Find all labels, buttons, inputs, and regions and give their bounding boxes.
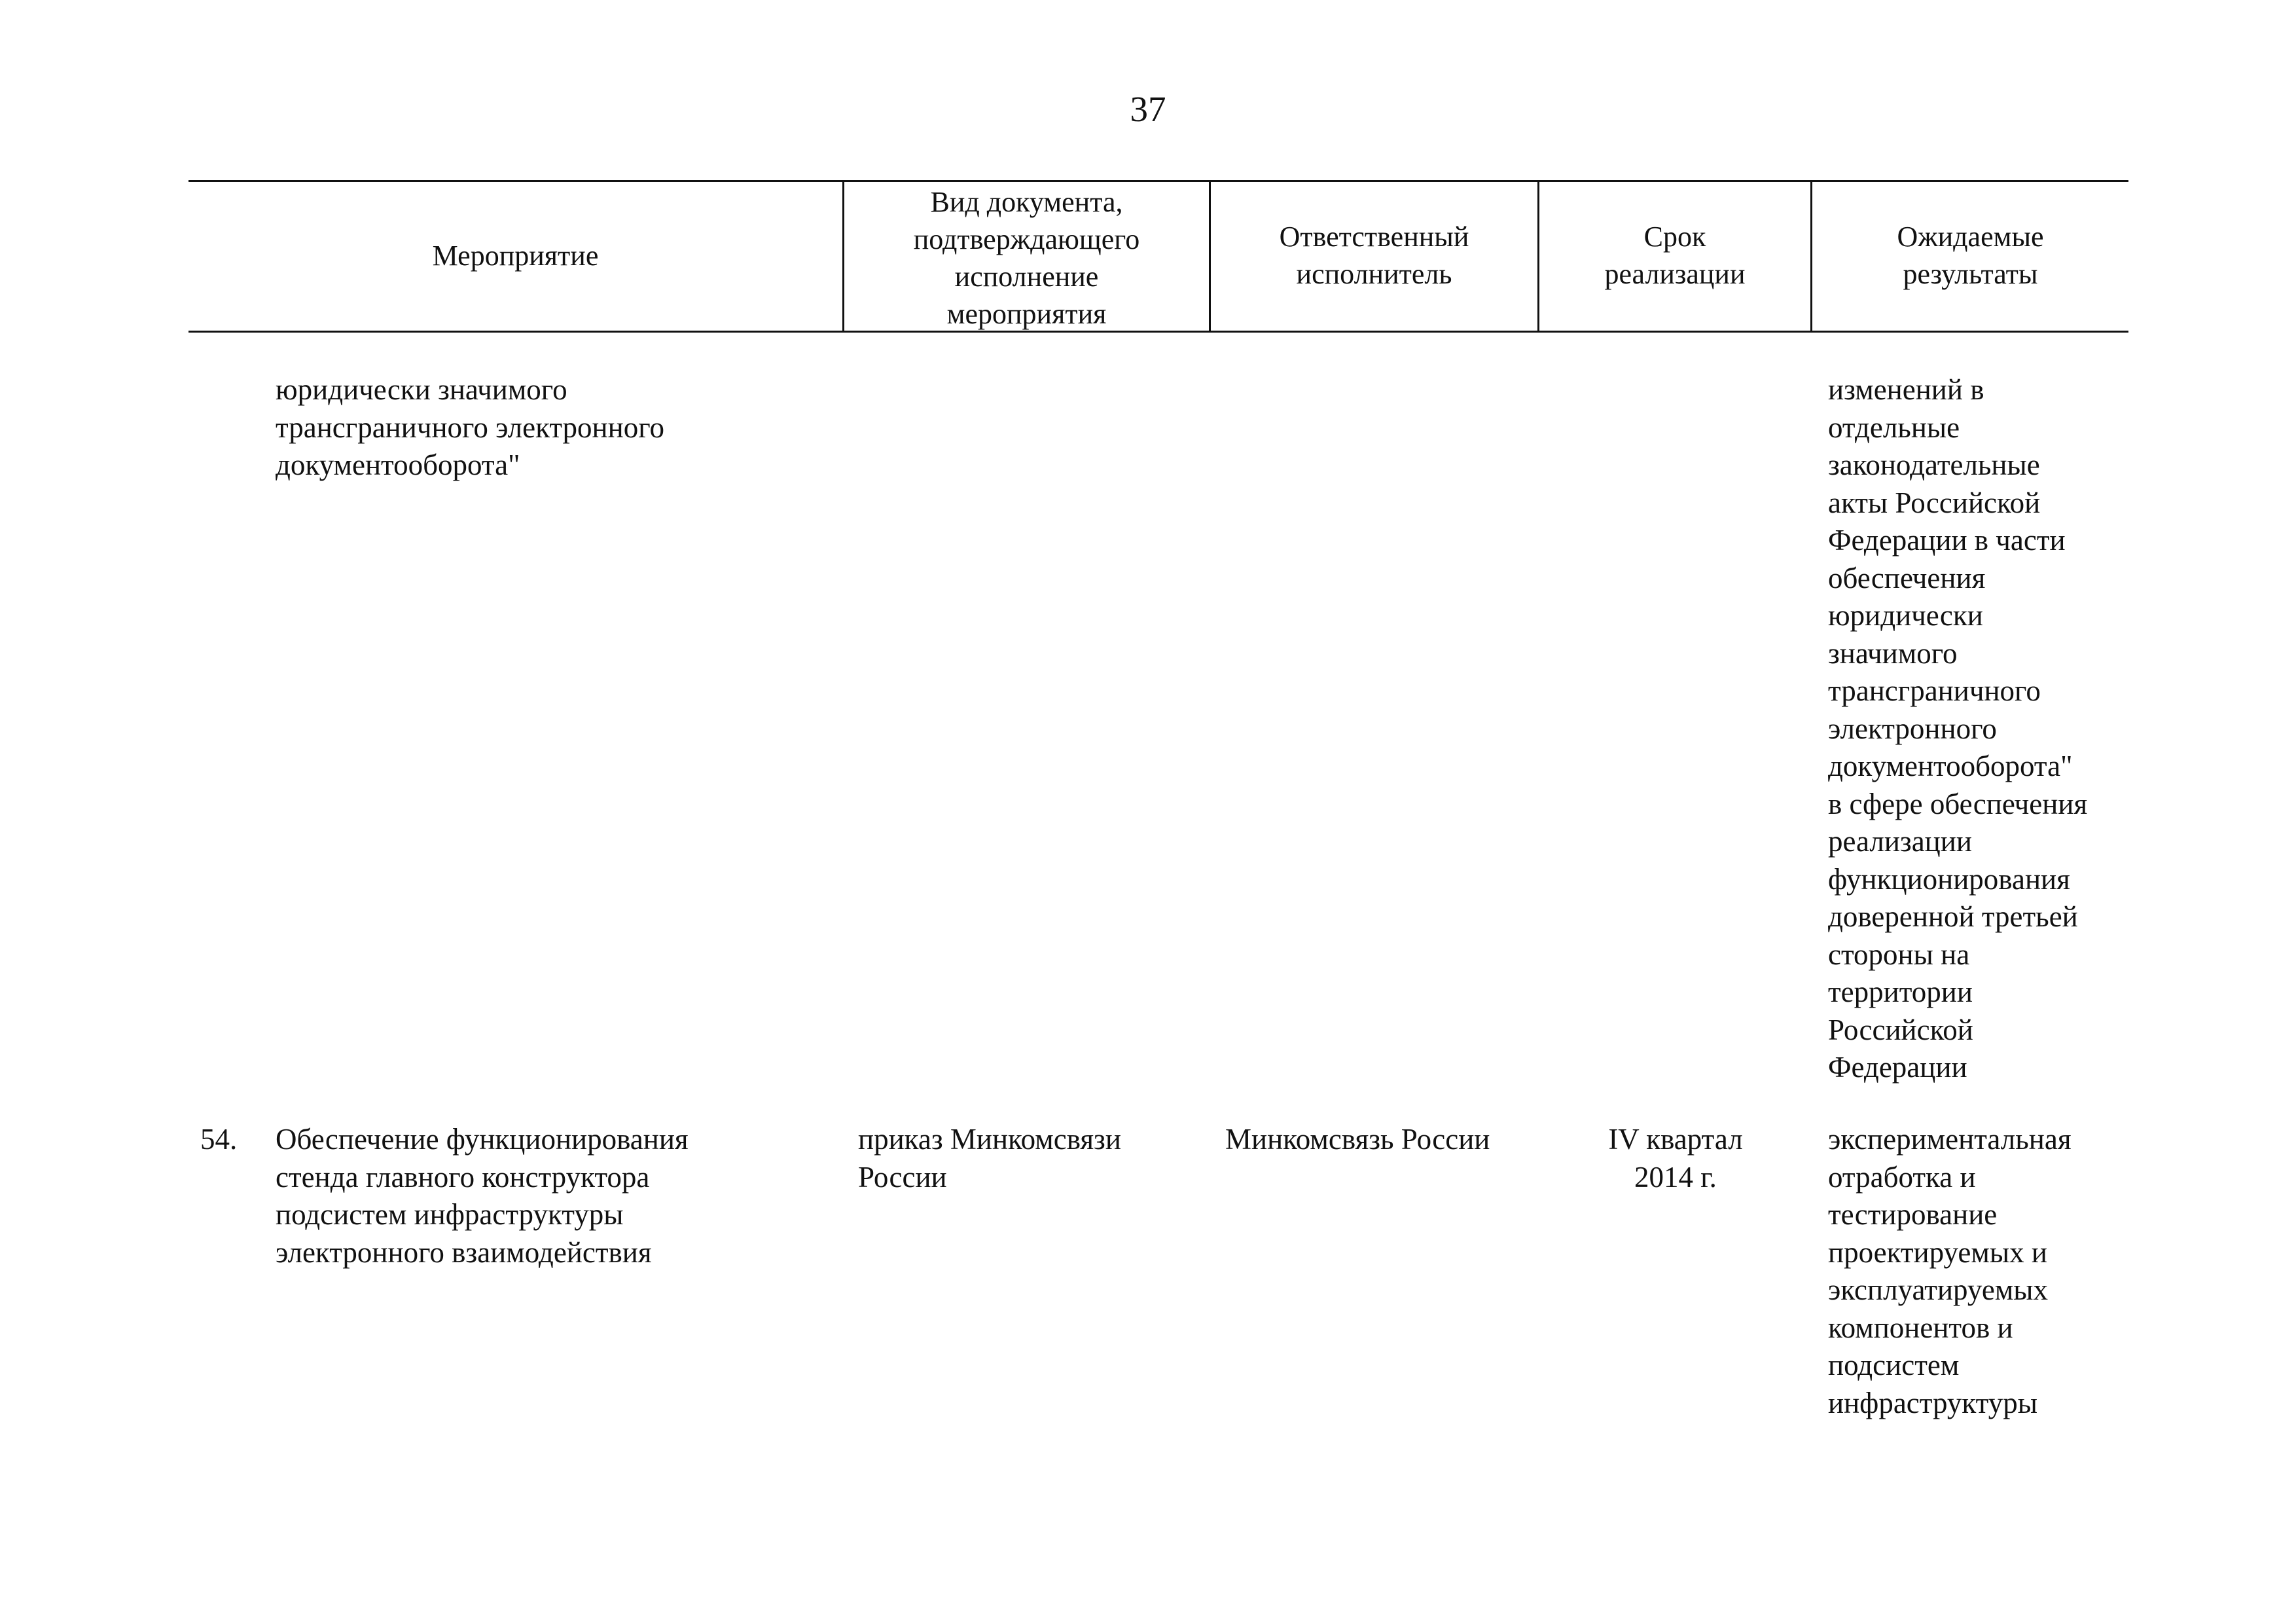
header-executor: Ответственный исполнитель <box>1279 221 1469 290</box>
page-number: 37 <box>1130 89 1166 129</box>
header-activity: Мероприятие <box>432 239 599 272</box>
row-activity: юридически значимого трансграничного электронного документооборота" <box>276 373 665 481</box>
header-deadline: Срок реализации <box>1604 221 1746 290</box>
row-results: экспериментальная отработка и тестирование проектируемых и эксплуатируемых компонентов и подсистем инфраструктуры <box>1828 1123 2072 1419</box>
row-executor: Минкомсвязь России <box>1225 1123 1490 1156</box>
table-header-bottom-rule <box>188 331 2128 333</box>
row-deadline: IV квартал 2014 г. <box>1608 1123 1743 1194</box>
row-number: 54. <box>200 1123 238 1156</box>
row-activity: Обеспечение функционирования стенда главного конструктора подсистем инфраструктуры электронного взаимодействия <box>276 1123 689 1269</box>
row-results: изменений в отдельные законодательные акты Российской Федерации в части обеспечения юридически значимого трансграничного электронного документооборота" в сфере обеспечения реализации функционирования доверенной третьей стороны на территории Российской Федерации <box>1828 373 2088 1084</box>
row-document: приказ Минкомсвязи России <box>858 1123 1121 1194</box>
header-results: Ожидаемые результаты <box>1897 221 2044 290</box>
header-document: Вид документа, подтверждающего исполнение мероприятия <box>913 186 1140 330</box>
